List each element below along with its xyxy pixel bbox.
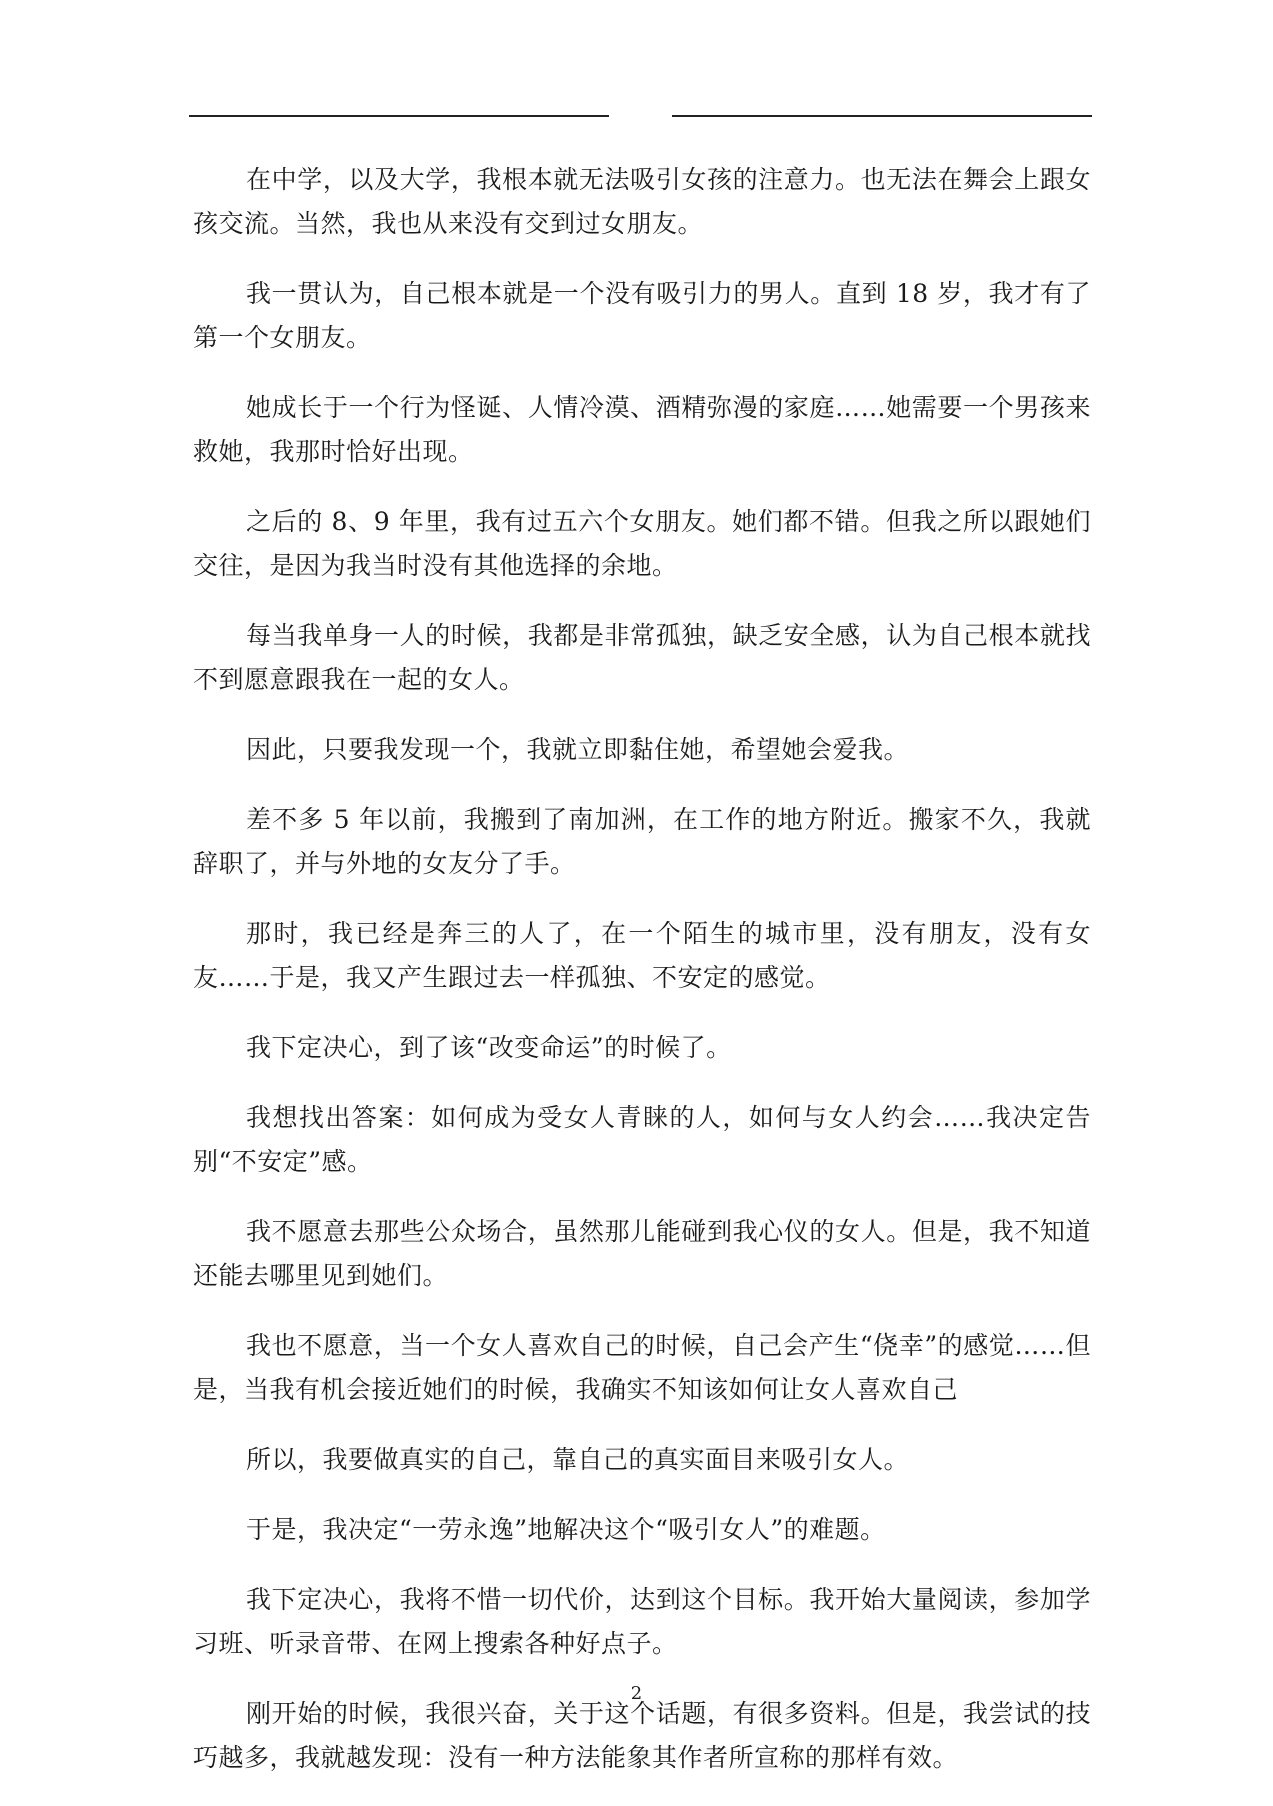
paragraph: 于是，我决定“一劳永逸”地解决这个“吸引女人”的难题。	[246, 1515, 886, 1544]
paragraph: 我也不愿意，当一个女人喜欢自己的时候，自己会产生“侥幸”的感觉……但是，当我有机会接近她们的时候，我确实不知该如何让女人喜欢自己	[193, 1331, 1091, 1404]
paragraph: 每当我单身一人的时候，我都是非常孤独，缺乏安全感，认为自己根本就找不到愿意跟我在一起的女人。	[193, 621, 1091, 694]
paragraph: 那时，我已经是奔三的人了，在一个陌生的城市里，没有朋友，没有女友……于是，我又产生跟过去一样孤独、不安定的感觉。	[193, 919, 1091, 992]
header-rule-right	[672, 115, 1092, 117]
paragraph: 因此，只要我发现一个，我就立即黏住她，希望她会爱我。	[246, 735, 910, 764]
paragraph: 她成长于一个行为怪诞、人情冷漠、酒精弥漫的家庭……她需要一个男孩来救她，我那时恰好出现。	[193, 393, 1091, 466]
page-number: 2	[630, 1683, 643, 1704]
paragraph: 所以，我要做真实的自己，靠自己的真实面目来吸引女人。	[246, 1445, 910, 1474]
paragraph: 在中学，以及大学，我根本就无法吸引女孩的注意力。也无法在舞会上跟女孩交流。当然，我也从来没有交到过女朋友。	[193, 165, 1091, 238]
paragraph: 我想找出答案：如何成为受女人青睐的人，如何与女人约会……我决定告别“不安定”感。	[193, 1103, 1091, 1176]
paragraph: 刚开始的时候，我很兴奋，关于这个话题，有很多资料。但是，我尝试的技巧越多，我就越发现：没有一种方法能象其作者所宣称的那样有效。	[193, 1699, 1091, 1772]
paragraph: 我一贯认为，自己根本就是一个没有吸引力的男人。直到 18 岁，我才有了第一个女朋友。	[193, 279, 1091, 352]
paragraph: 差不多 5 年以前，我搬到了南加洲，在工作的地方附近。搬家不久，我就辞职了，并与外地的女友分了手。	[193, 805, 1091, 878]
paragraph: 我下定决心，到了该“改变命运”的时候了。	[246, 1033, 732, 1062]
paragraph: 之后的 8、9 年里，我有过五六个女朋友。她们都不错。但我之所以跟她们交往，是因为我当时没有其他选择的余地。	[193, 507, 1091, 580]
header-rule-left	[189, 115, 609, 117]
paragraph: 我不愿意去那些公众场合，虽然那儿能碰到我心仪的女人。但是，我不知道还能去哪里见到她们。	[193, 1217, 1091, 1290]
page-body	[193, 158, 1091, 1806]
paragraph: 我下定决心，我将不惜一切代价，达到这个目标。我开始大量阅读，参加学习班、听录音带、在网上搜索各种好点子。	[193, 1585, 1091, 1658]
